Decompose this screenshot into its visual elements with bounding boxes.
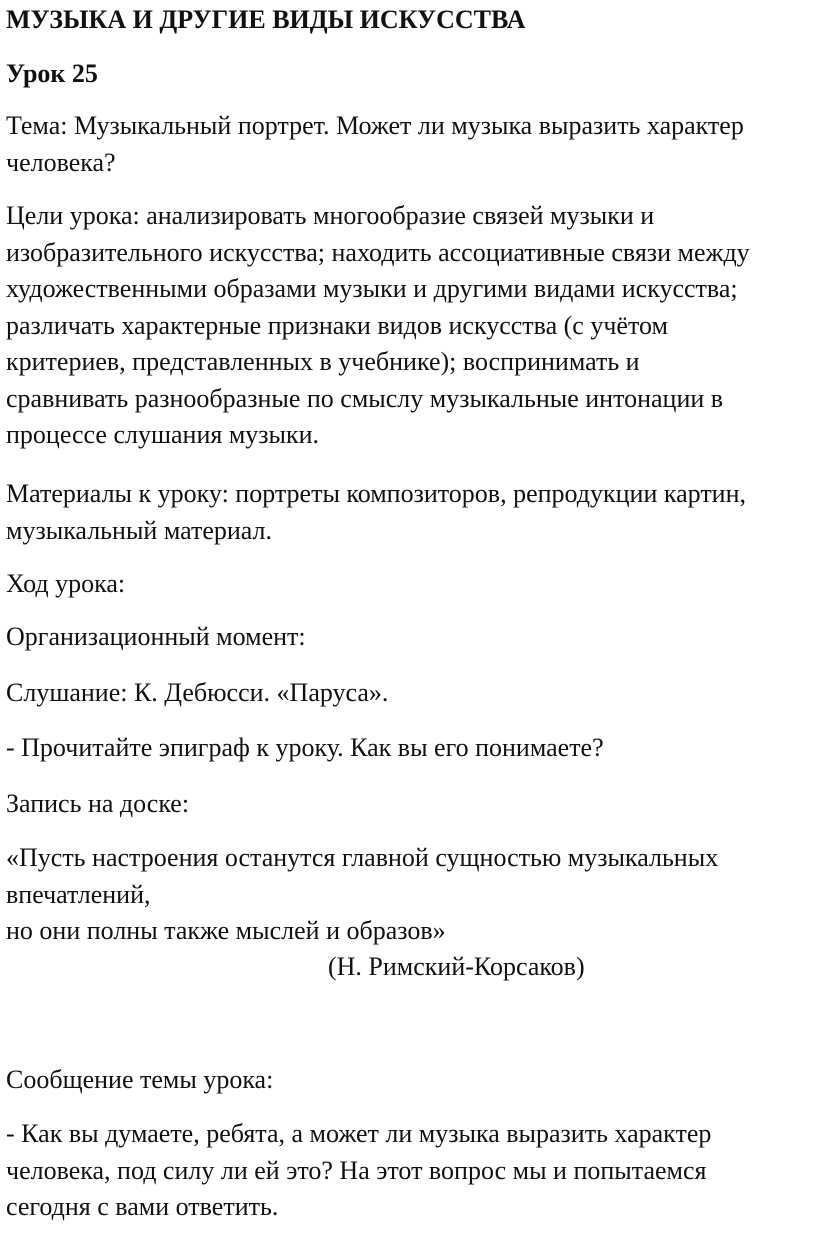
teacher-question-paragraph <box>6 1116 812 1226</box>
board-note: Запись на доске: <box>6 789 190 818</box>
goals-line-4: различать характерные признаки видов искусства (с учётом <box>6 310 668 340</box>
topic-line-2: человека? <box>6 147 116 177</box>
materials-paragraph <box>6 476 812 549</box>
ask-line-1: - Как вы думаете, ребята, а может ли музыка выразить характер <box>6 1119 712 1148</box>
topic-paragraph <box>6 108 812 181</box>
goals-line-3: художественными образами музыки и другими видами искусства; <box>6 274 738 303</box>
quote-line-1: «Пусть настроения останутся главной сущностью музыкальных <box>6 843 719 872</box>
topic-message: Сообщение темы урока: <box>6 1065 274 1094</box>
lesson-number: Урок 25 <box>6 59 98 88</box>
quote-author: (Н. Римский-Корсаков) <box>328 952 585 981</box>
goals-line-5: критериев, представленных в учебнике); воспринимать и <box>6 347 640 376</box>
ask-line-3: сегодня с вами ответить. <box>6 1192 279 1221</box>
goals-line-2: изобразительного искусства; находить ассоциативные связи между <box>6 237 750 267</box>
document-title: МУЗЫКА И ДРУГИЕ ВИДЫ ИСКУССТВА <box>6 5 526 34</box>
materials-line-1: Материалы к уроку: портреты композиторов, репродукции картин, <box>6 479 747 508</box>
org-moment: Организационный момент: <box>6 622 306 651</box>
quote-line-3: но они полны также мыслей и образов» <box>6 916 446 945</box>
epigraph-quote <box>6 840 812 950</box>
quote-line-2: впечатлений, <box>6 879 151 909</box>
listening-item: Слушание: К. Дебюсси. «Паруса». <box>6 678 389 707</box>
materials-line-2: музыкальный материал. <box>6 515 273 545</box>
goals-line-1: Цели урока: анализировать многообразие связей музыки и <box>6 201 655 230</box>
ask-line-2: человека, под силу ли ей это? На этот вопрос мы и попытаемся <box>6 1155 707 1185</box>
epigraph-question: - Прочитайте эпиграф к уроку. Как вы его понимаете? <box>6 733 604 762</box>
course-heading: Ход урока: <box>6 569 126 598</box>
topic-line-1: Тема: Музыкальный портрет. Может ли музыка выразить характер <box>6 111 744 140</box>
goals-line-7: процессе слушания музыки. <box>6 420 320 449</box>
goals-paragraph <box>6 198 812 454</box>
goals-line-6: сравнивать разнообразные по смыслу музыкальные интонации в <box>6 383 724 413</box>
